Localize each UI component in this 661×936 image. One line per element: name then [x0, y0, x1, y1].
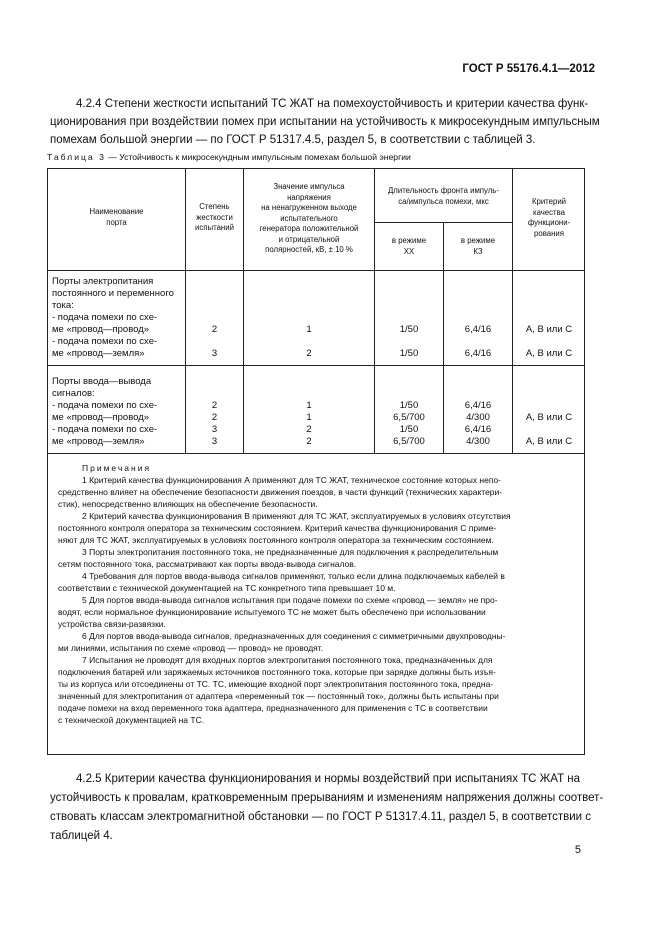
- note-line: устройства связи-развязки.: [58, 619, 166, 629]
- note-line: ты из корпуса или отсоединены от ТС. ТС, имеющие входной порт электропитания постоянного тока, предна-: [58, 679, 494, 689]
- paragraph-4-2-4: [50, 95, 600, 149]
- paragraph-line: таблицей 4.: [50, 830, 113, 842]
- note-line: 7 Испытания не проводят для входных портов электропитания постоянного тока, предназначенных для: [82, 655, 493, 665]
- header-mode-kz: в режиме КЗ: [460, 236, 496, 256]
- table-caption-text: — Устойчивость к микросекундным импульсным помехам большой энергии: [105, 152, 411, 162]
- header-port-name: Наименование порта: [89, 207, 144, 227]
- table-caption-label: Таблица 3: [47, 152, 106, 162]
- table-header-divider: [47, 270, 585, 271]
- note-line: 6 Для портов ввода-вывода сигналов, предназначенных для соединения с симметричными двухпроводны-: [82, 631, 506, 641]
- note-line: с технической документацией на ТС.: [58, 715, 205, 725]
- paragraph-line: устойчивость к провалам, кратковременным прерываниям и изменениям напряжения должны соответ-: [50, 792, 604, 804]
- note-line: постоянного контроля оператора за техническим состоянием. Критерий качества функционирования С приме-: [58, 523, 497, 533]
- row-power-ports-degree: 2 3: [211, 324, 218, 359]
- table-notes: [58, 462, 582, 726]
- page-number: 5: [574, 844, 581, 856]
- paragraph-line: 4.2.5 Критерии качества функционирования и нормы воздействий при испытаниях ТС ЖАТ на: [76, 773, 581, 785]
- row-signal-ports-xx: 1/50 6,5/700 1/50 6,5/700: [393, 400, 425, 447]
- document-code: ГОСТ Р 55176.4.1—2012: [462, 63, 595, 75]
- note-line: водят, если нормальное функционирование испытуемого ТС не может быть обеспечено при использовании: [58, 607, 486, 617]
- paragraph-line: ционирования при воздействии помех при испытании на устойчивость к микросекундным импульсным: [50, 116, 600, 128]
- note-line: стик), непосредственно влияющих на обеспечение безопасности.: [58, 499, 318, 509]
- note-line: няют для ТС ЖАТ, эксплуатируемых в условиях постоянного контроля оператора за техническим состоянием.: [58, 535, 494, 545]
- note-line: значенный для электропитания от адаптера «переменный ток — постоянный ток», должны быть испытаны при: [58, 691, 499, 701]
- note-line: соответствии с технической документацией на ТС конкретного типа превышает 10 м.: [58, 583, 396, 593]
- row-power-ports-criteria: А, В или С А, В или С: [525, 324, 573, 359]
- row-power-ports-name: Порты электропитания постоянного и переменного тока: - подача помехи по схе- ме «провод—провод» - подача помехи по схе- ме «провод—земля»: [52, 276, 174, 359]
- row-signal-ports-name: Порты ввода—вывода сигналов: - подача помехи по схе- ме «провод—провод» - подача помехи по схе- ме «провод—земля»: [52, 376, 158, 447]
- paragraph-line: 4.2.4 Степени жесткости испытаний ТС ЖАТ на помехоустойчивость и критерии качества функ-: [76, 98, 589, 110]
- row-signal-ports-criteria: А, В или С А, В или С: [525, 412, 573, 447]
- table-row-divider: [47, 365, 585, 366]
- note-line: сетям постоянного тока, рассматривают как порты ввода-вывода сигналов.: [58, 559, 357, 569]
- row-signal-ports-kz: 6,4/16 4/300 6,4/16 4/300: [464, 400, 492, 447]
- row-power-ports-voltage: 1 2: [306, 324, 312, 359]
- row-power-ports-kz: 6,4/16 6,4/16: [464, 324, 492, 359]
- note-line: 5 Для портов ввода-вывода сигналов испытания при подаче помехи по схеме «провод — земля» не про-: [82, 595, 498, 605]
- note-line: ми линиями, испытания по схеме «провод — провод» не проводят.: [58, 643, 324, 653]
- note-line: средственно влияет на обеспечение безопасности движения поездов, в части функций (технических характери-: [58, 487, 503, 497]
- note-line: 4 Требования для портов ввода-вывода сигналов применяют, только если длина подключаемых кабелей в: [82, 571, 505, 581]
- header-front-duration: Длительность фронта импуль- са/импульса помехи, мкс: [388, 186, 499, 206]
- note-line: 1 Критерий качества функционирования А применяют для ТС ЖАТ, техническое состояние которых непо-: [82, 475, 502, 485]
- note-line: подаче помехи на вход переменного тока адаптера, предназначенного для применения с ТС в соответствии: [58, 703, 488, 713]
- header-test-degree: Степень жесткости испытаний: [195, 202, 234, 232]
- header-criteria: Критерий качества функциони- рования: [527, 197, 571, 238]
- table-notes-divider: [47, 453, 585, 454]
- table-caption: [47, 152, 411, 162]
- paragraph-4-2-5: [50, 770, 604, 846]
- notes-title: Примечания: [82, 463, 152, 473]
- row-signal-ports-degree: 2 2 3 3: [211, 400, 218, 447]
- note-line: подключения батарей или заряжаемых источников постоянного тока, которые при зарядке должны быть изъя-: [58, 667, 496, 677]
- paragraph-line: помехам большой энергии — по ГОСТ Р 51317.4.5, раздел 5, в соответствии с таблицей 3.: [50, 134, 536, 146]
- paragraph-line: ствовать классам электромагнитной обстановки — по ГОСТ Р 51317.4.11, раздел 5, в соответствии с: [50, 811, 591, 823]
- header-pulse-voltage: Значение импульса напряжения на ненагруженном выходе испытательного генератора положительной и отрицательной полярностей, кВ, ± 10 %: [259, 182, 359, 254]
- note-line: 3 Порты электропитания постоянного тока, не предназначенные для подключения к распределительным: [82, 547, 499, 557]
- row-signal-ports-voltage: 1 1 2 2: [306, 400, 312, 447]
- header-mode-xx: в режиме XX: [391, 236, 427, 256]
- note-line: 2 Критерий качества функционирования В применяют для ТС ЖАТ, эксплуатируемых в условиях отсутствия: [82, 511, 511, 521]
- row-power-ports-xx: 1/50 1/50: [399, 324, 419, 359]
